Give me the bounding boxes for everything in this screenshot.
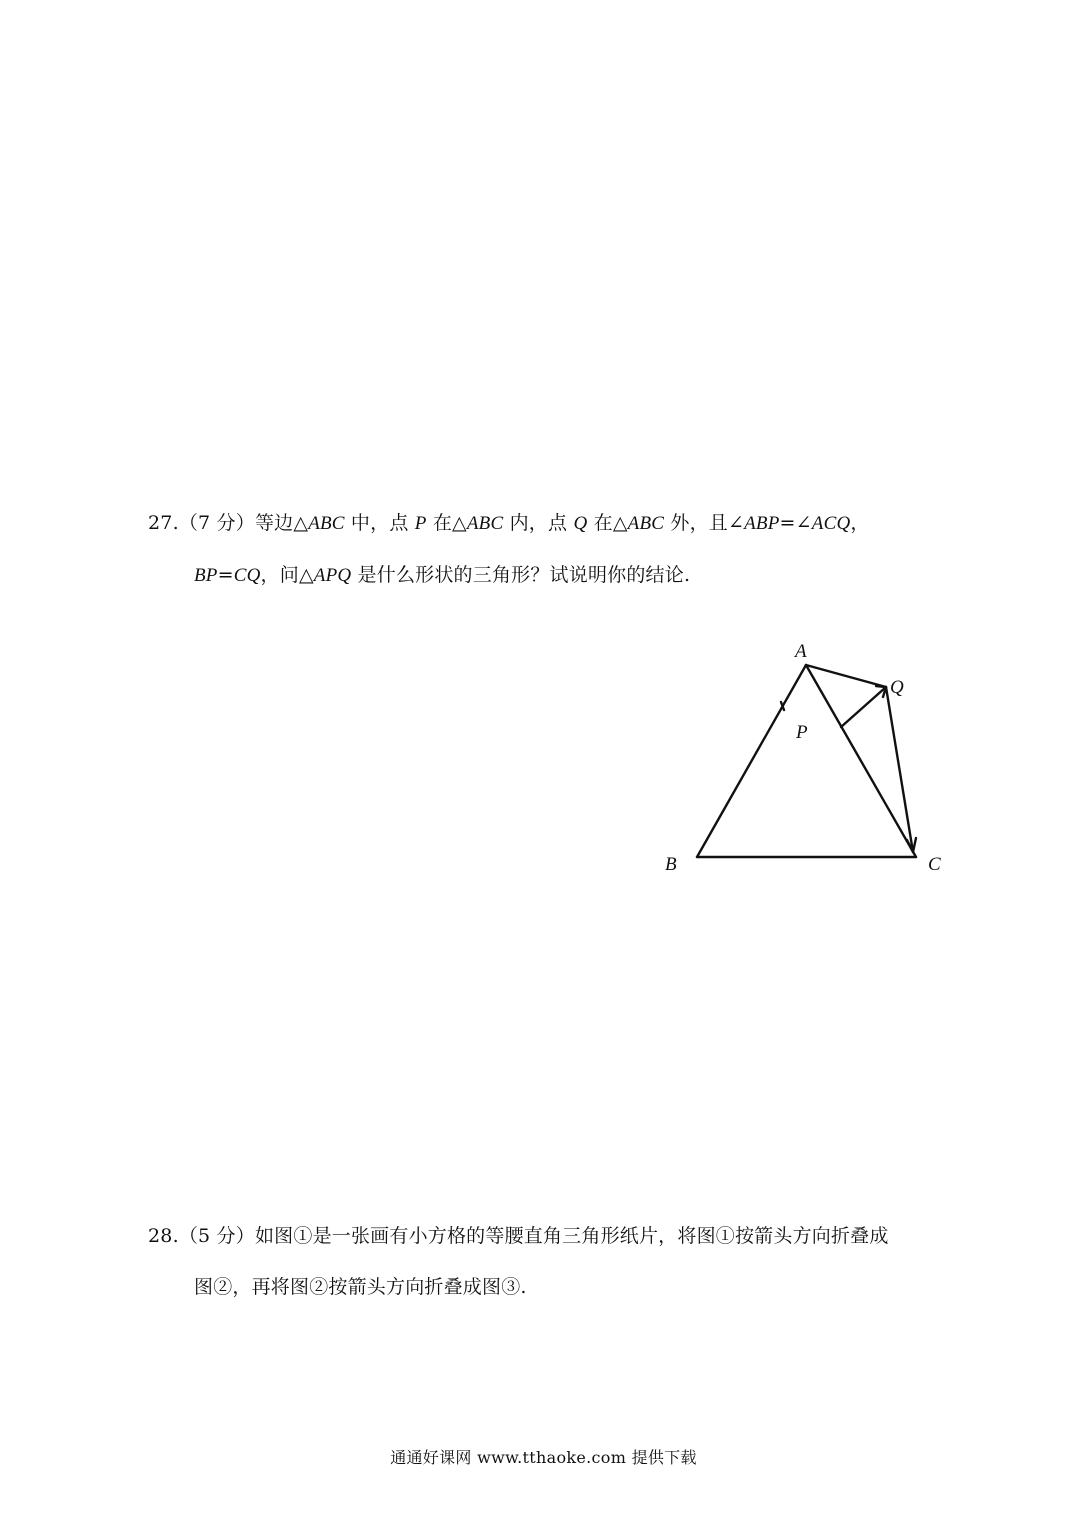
problem-27-line-2 xyxy=(194,561,690,590)
problem-28-text: 如图①是一张画有小方格的等腰直角三角形纸片，将图①按箭头方向折叠成 xyxy=(254,1225,889,1247)
problem-28-text-continued: 图②，再将图②按箭头方向折叠成图③. xyxy=(194,1276,527,1298)
label-p: P xyxy=(796,722,808,743)
text-fragment: 在△ xyxy=(426,512,467,534)
text-fragment: = xyxy=(217,564,234,586)
label-q: Q xyxy=(890,677,904,698)
text-fragment: ，问△ xyxy=(260,564,314,586)
math-variable: Q xyxy=(573,513,588,534)
text-fragment: 是什么形状的三角形？试说明你的结论. xyxy=(351,564,691,586)
math-variable: ABC xyxy=(308,513,345,534)
text-fragment: 内，点 xyxy=(503,512,574,534)
text-fragment: 中，点 xyxy=(344,512,415,534)
math-variable: ABC xyxy=(627,513,665,534)
problem-28-number: 28. xyxy=(148,1225,179,1247)
text-fragment: 在△ xyxy=(587,512,628,534)
math-variable: ACQ xyxy=(811,513,851,534)
problem-28-score: （5 分） xyxy=(178,1225,255,1247)
label-b: B xyxy=(665,854,677,875)
math-variable: ABP xyxy=(744,513,780,534)
math-variable: APQ xyxy=(313,565,352,586)
segment-pq xyxy=(841,687,886,727)
math-variable: P xyxy=(414,513,427,534)
problem-27-number: 27. xyxy=(148,512,179,534)
text-fragment: 外，且∠ xyxy=(664,512,745,534)
footer: 通通好课网 www.tthaoke.com 提供下载 xyxy=(390,1448,697,1467)
label-a: A xyxy=(795,641,807,662)
math-variable: BP xyxy=(194,565,218,586)
triangle-figure xyxy=(650,630,970,890)
problem-27-score: （7 分） xyxy=(178,512,255,534)
label-c: C xyxy=(928,854,941,875)
problem-28-line-1 xyxy=(148,1222,889,1250)
text-fragment: =∠ xyxy=(779,512,812,534)
text-fragment: ， xyxy=(850,512,870,534)
problem-27-line-1 xyxy=(148,509,870,538)
problem-28-line-2 xyxy=(194,1273,527,1301)
math-variable: CQ xyxy=(233,565,261,586)
math-variable: ABC xyxy=(466,513,504,534)
segment-ab xyxy=(697,665,806,857)
text-fragment: 等边△ xyxy=(254,512,309,534)
